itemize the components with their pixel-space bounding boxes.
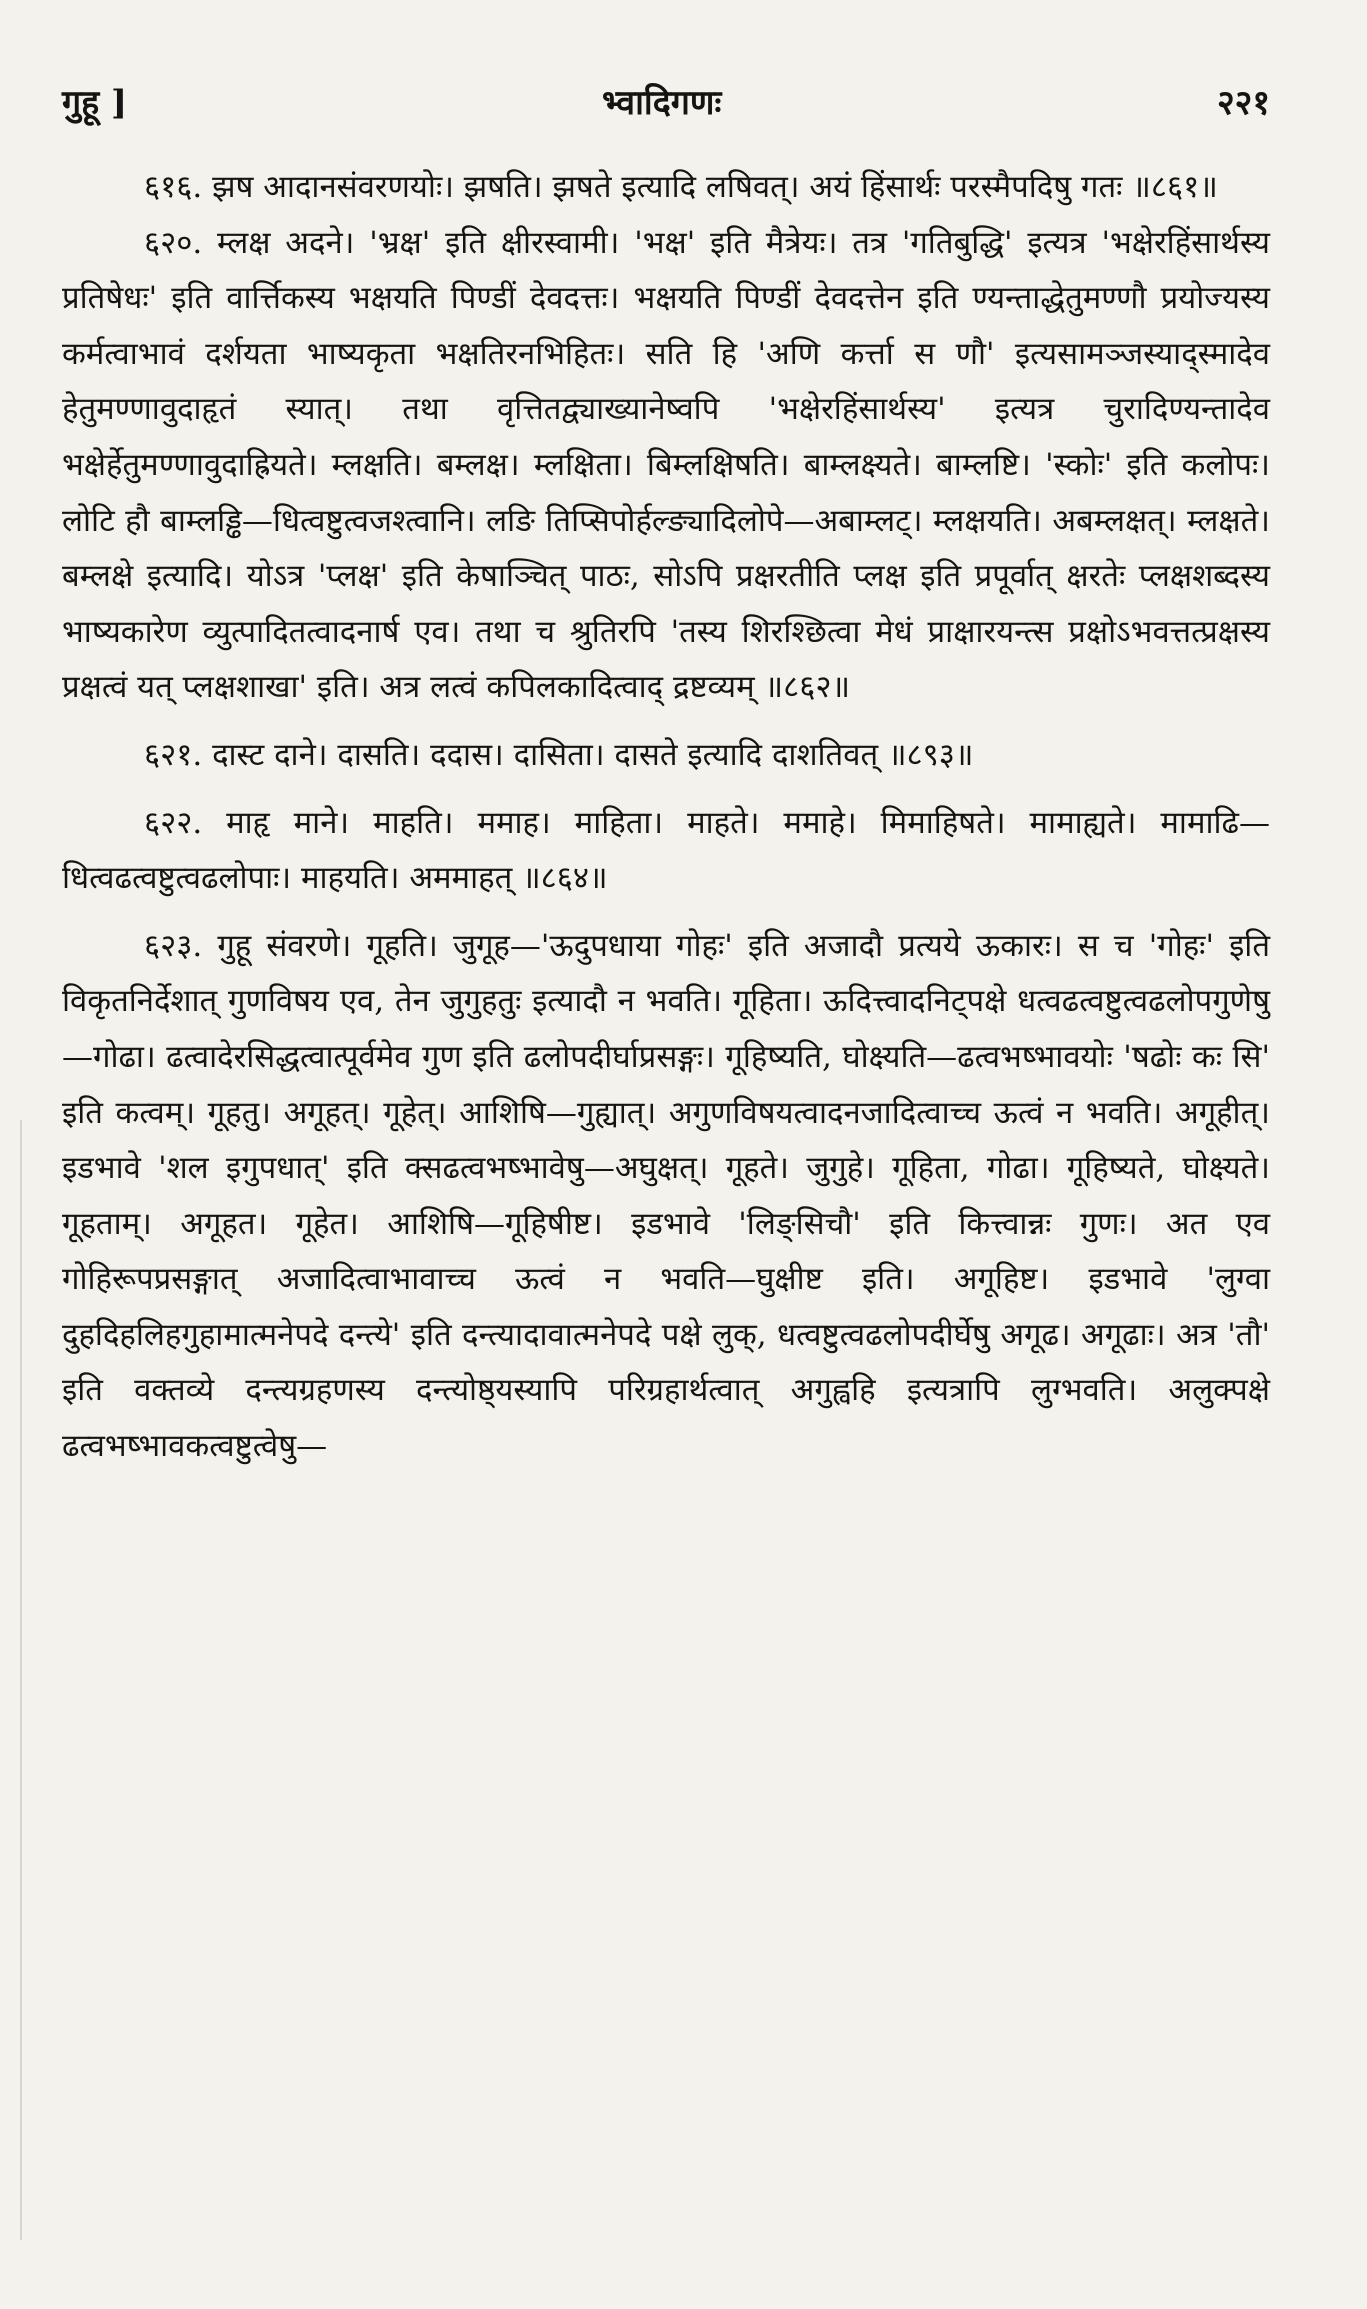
page-header xyxy=(62,78,1270,128)
page-margin-line xyxy=(20,1120,22,2240)
page-number: २२१ xyxy=(1216,83,1270,123)
paragraph-621: ६२१. दास्ट दाने। दासति। ददास। दासिता। दासते इत्यादि दाशतिवत् ॥८९३॥ xyxy=(144,736,974,773)
paragraph-620: ६२०. म्लक्ष अदने। 'भ्रक्ष' इति क्षीरस्वामी। 'भक्ष' इति मैत्रेयः। तत्र 'गतिबुद्धि' इत्यत्र 'भक्षेरहिंसार्थस्य प्रतिषेधः' इति वार्त्तिकस्य भक्षयति पिण्डीं देवदत्तः। भक्षयति पिण्डीं देवदत्तेन इति ण्यन्ताद्धेतुमण्णौ प्रयोज्यस्य कर्मत्वाभावं दर्शयता भाष्यकृता भक्षतिरनभिहितः। सति हि 'अणि कर्त्ता स णौ' इत्यसामञ्जस्याद्स्मादेव हेतुमण्णावुदाहृतं स्यात्। तथा वृत्तितद्व्याख्यानेष्वपि 'भक्षेरहिंसार्थस्य' इत्यत्र चुरादिण्यन्तादेव भक्षेर्हेतुमण्णावुदाह्रियते। म्लक्षति। बम्लक्ष। म्लक्षिता। बिम्लक्षिषति। बाम्लक्ष्यते। बाम्लष्टि। 'स्कोः' इति कलोपः। लोटि हौ बाम्लड्ढि—धित्वष्टुत्वजश्त्वानि। लङि तिप्सिपोर्हल्ङ्यादिलोपे—अबाम्लट्। म्लक्षयति। अबम्लक्षत्। म्लक्षते। बम्लक्षे इत्यादि। योऽत्र 'प्लक्ष' इति केषाञ्चित् पाठः, सोऽपि प्रक्षरतीति प्लक्ष इति प्रपूर्वात् क्षरतेः प्लक्षशब्दस्य भाष्यकारेण व्युत्पादितत्वादनार्ष एव। तथा च श्रुतिरपि 'तस्य शिरश्छित्वा मेधं प्राक्षारयन्त्स प्रक्षोऽभवत्तत्प्रक्षस्य प्रक्षत्वं यत् प्लक्षशाखा' इति। अत्र लत्वं कपिलकादित्वाद् द्रष्टव्यम् ॥८६२॥ xyxy=(62,224,1270,706)
paragraph-622: ६२२. माहृ माने। माहति। ममाह। माहिता। माहते। ममाहे। मिमाहिषते। मामाह्यते। मामाढि—धित्वढत्वष्टुत्वढलोपाः। माहयति। अममाहत् ॥८६४॥ xyxy=(62,804,1270,897)
page-body xyxy=(62,160,1270,1475)
paragraph-623: ६२३. गुहू संवरणे। गूहति। जुगूह—'ऊदुपधाया गोहः' इति अजादौ प्रत्यये ऊकारः। स च 'गोहः' इति विकृतनिर्देशात् गुणविषय एव, तेन जुगुहतुः इत्यादौ न भवति। गूहिता। ऊदित्त्वादनिट्पक्षे धत्वढत्वष्टुत्वढलोपगुणेषु—गोढा। ढत्वादेरसिद्धत्वात्पूर्वमेव गुण इति ढलोपदीर्घाप्रसङ्गः। गूहिष्यति, घोक्ष्यति—ढत्वभष्भावयोः 'षढोः कः सि' इति कत्वम्। गूहतु। अगूहत्। गूहेत्। आशिषि—गुह्यात्। अगुणविषयत्वादनजादित्वाच्च ऊत्वं न भवति। अगूहीत्। इडभावे 'शल इगुपधात्' इति क्सढत्वभष्भावेषु—अघुक्षत्। गूहते। जुगुहे। गूहिता, गोढा। गूहिष्यते, घोक्ष्यते। गूहताम्। अगूहत। गूहेत। आशिषि—गूहिषीष्ट। इडभावे 'लिङ्सिचौ' इति कित्त्वान्नः गुणः। अत एव गोहिरूपप्रसङ्गात् अजादित्वाभावाच्च ऊत्वं न भवति—घुक्षीष्ट इति। अगूहिष्ट। इडभावे 'लुग्वा दुहदिहलिहगुहामात्मनेपदे दन्त्ये' इति दन्त्यादावात्मनेपदे पक्षे लुक्, धत्वष्टुत्वढलोपदीर्घेषु अगूढ। अगूढाः। अत्र 'तौ' इति वक्तव्ये दन्त्यग्रहणस्य दन्त्योष्ठ्यस्यापि परिग्रहार्थत्वात् अगुह्वहि इत्यत्रापि लुग्भवति। अलुक्पक्षे ढत्वभष्भावकत्वष्टुत्वेषु— xyxy=(62,927,1270,1465)
header-root-range: गुहू ] xyxy=(62,83,128,123)
header-chapter-title: भ्वादिगणः xyxy=(602,83,722,123)
paragraph-619: ६१६. झष आदानसंवरणयोः। झषति। झषते इत्यादि लषिवत्। अयं हिंसार्थः परस्मैपदिषु गतः ॥८६१॥ xyxy=(144,169,1218,205)
